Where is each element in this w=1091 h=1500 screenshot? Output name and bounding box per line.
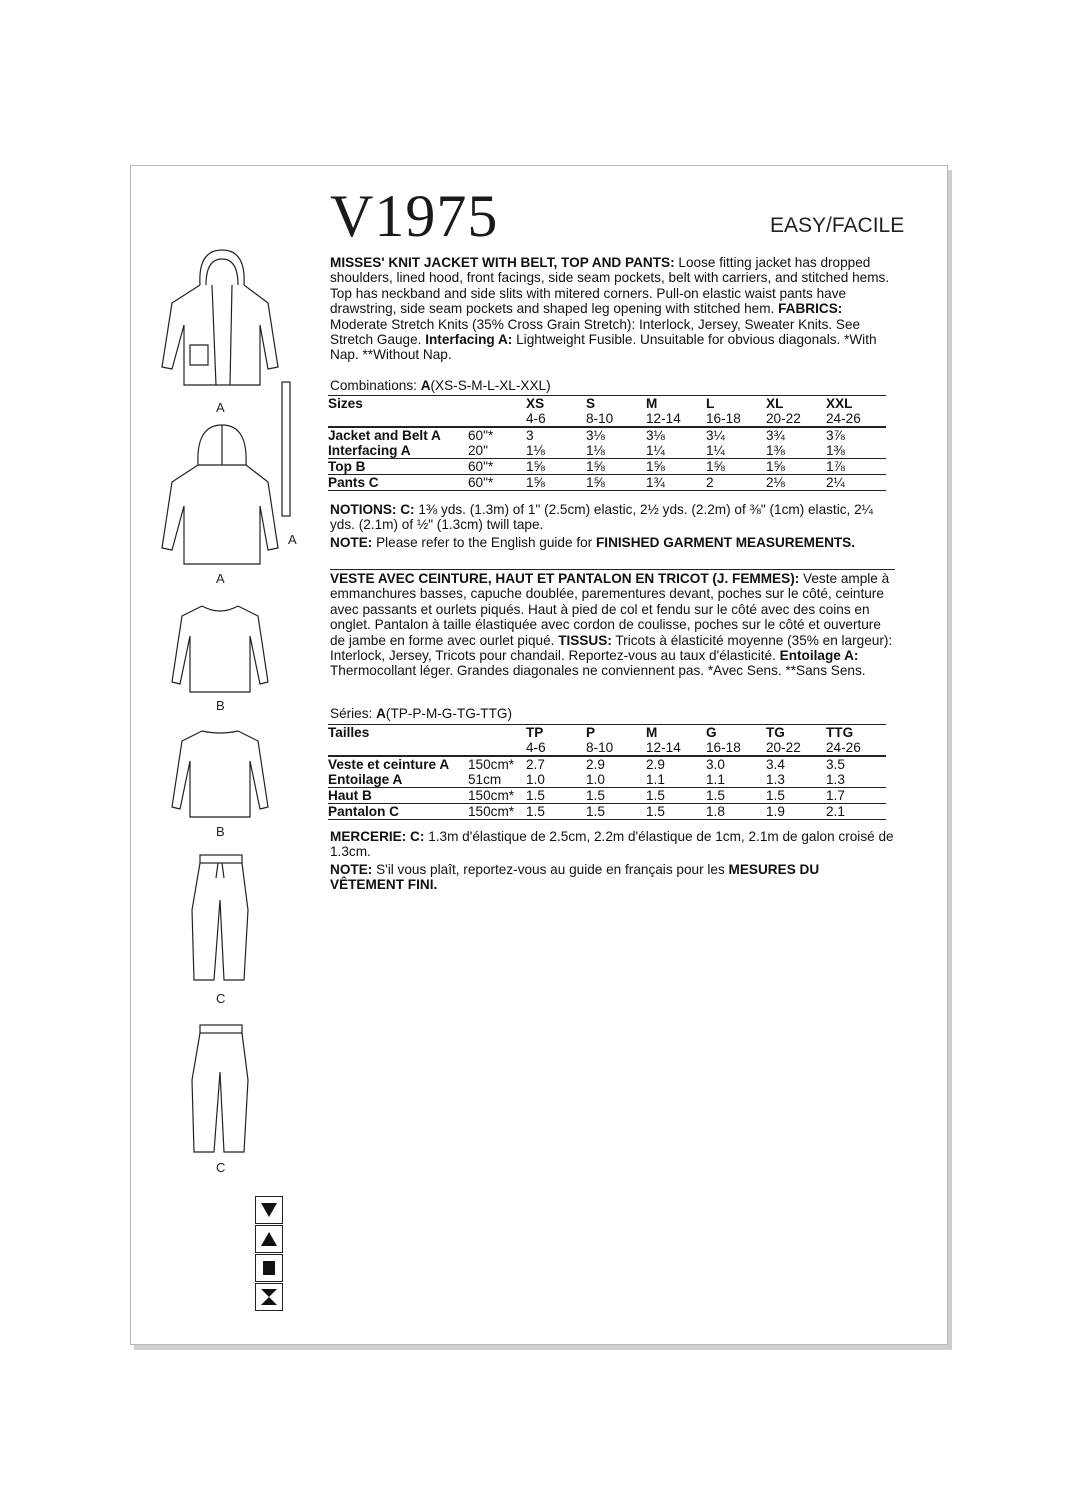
table-header-cell: L [706,396,766,412]
combinations-view: A [420,378,431,393]
table-size-cell: 4-6 [526,740,586,756]
yardage-value: 1.9 [766,804,826,820]
table-header-cell: S [586,396,646,412]
table-header-cell: XS [526,396,586,412]
table-size-cell: 20-22 [766,411,826,427]
fabric-width: 51cm [468,772,502,787]
pattern-number: V1975 [330,183,499,249]
row-label: Top B [328,459,468,475]
figure-label-b: B [216,698,225,713]
yardage-value: 1.5 [646,804,706,820]
english-note [330,535,895,550]
yardage-value: 1⅝ [526,459,586,475]
table-header-cell: Sizes [328,396,468,412]
table-size-cell [328,740,468,756]
table-header-cell: P [586,725,646,741]
yardage-value: 2.9 [646,757,665,772]
table-header-cell: TTG [826,725,886,741]
figure-label-a: A [216,400,225,415]
figure-label-belt: A [288,532,297,547]
note-label: NOTE: [330,535,373,550]
yardage-value: 1.5 [526,804,586,820]
yardage-value: 3⅛ [646,428,665,443]
yardage-value: 1⅝ [586,475,646,491]
yardage-value: 1¾ [646,475,706,491]
table-header-cell: G [706,725,766,741]
table-size-cell [328,411,468,427]
yardage-value: 1⅜ [826,443,845,458]
table-size-cell: 12-14 [646,740,706,756]
english-description [330,255,895,363]
yardage-value: 3⅛ [586,428,605,443]
table-row [328,772,886,788]
yardage-value: 1.3 [766,772,785,787]
fabric-width: 20" [468,443,488,458]
yardage-value: 3¾ [766,428,785,443]
french-yardage-table [328,724,886,820]
jacket-back-drawing [150,420,290,570]
difficulty-label: EASY/FACILE [770,214,905,237]
yardage-value: 1.5 [706,788,766,804]
note-text: Please refer to the English guide for [376,535,593,550]
french-note [330,862,895,893]
pants-front-drawing [180,850,260,990]
english-description-title: MISSES' KNIT JACKET WITH BELT, TOP AND PANTS: [330,255,675,270]
jacket-front-drawing [150,245,290,395]
yardage-value: 2⅛ [766,475,826,491]
mercerie-text: 1.3m d'élastique de 2.5cm, 2.2m d'élastique de 1cm, 2.1m de galon croisé de 1.3cm. [330,829,894,860]
combinations-label: Combinations: [330,378,417,393]
notions-label: NOTIONS: C: [330,502,415,517]
table-row [328,756,886,772]
table-size-cell [468,740,526,756]
yardage-value: 1⅜ [766,443,785,458]
fabric-symbols [255,1196,283,1312]
french-combinations [330,706,512,721]
table-header-cell: M [646,396,706,412]
fabric-width: 150cm* [468,757,515,772]
yardage-value: 1.3 [826,772,845,787]
table-row [328,788,886,804]
yardage-value: 3.0 [706,757,725,772]
fabric-width: 150cm* [468,804,526,820]
table-row [328,427,886,443]
table-header-cell: XL [766,396,826,412]
fabrics-text: Moderate Stretch Knits (35% Cross Grain Stretch): Interlock, Jersey, Sweater Knits. See Stretch Gauge. [330,316,861,348]
top-front-drawing [160,600,280,700]
table-size-cell: 12-14 [646,411,706,427]
yardage-value: 1.5 [766,788,826,804]
interfacing-text: Lightweight Fusible. Unsuitable for obvious diagonals. *With Nap. **Without Nap. [330,332,877,363]
yardage-value: 3¼ [706,428,725,443]
yardage-value: 3 [526,428,534,443]
notions-text: 1⅜ yds. (1.3m) of 1" (2.5cm) elastic, 2½ yds. (2.2m) of ⅜" (1cm) elastic, 2¼ yds. (2.1m) of ½" (1.3cm) twill tape. [330,502,873,533]
fabrics-label: FABRICS: [778,301,843,317]
yardage-value: 1⅝ [646,459,706,475]
yardage-value: 1.1 [706,772,725,787]
series-view: A [376,706,386,721]
yardage-value: 1⅛ [526,443,545,458]
entoilage-label: Entoilage A: [779,648,859,664]
mercerie-label: MERCERIE: C: [330,829,425,844]
row-label: Jacket and Belt A [328,428,441,443]
yardage-value: 1⅝ [706,459,766,475]
figure-label-c-back: C [216,1160,226,1175]
triangle-up-icon [255,1225,283,1253]
tissus-text: Tricots à élasticité moyenne (35% en largeur): Interlock, Jersey, Tricots pour chandail. Reportez-vous au taux d'élasticité. [330,632,893,664]
english-combinations [330,378,551,393]
table-size-cell: 4-6 [526,411,586,427]
yardage-value: 3⅞ [826,428,845,443]
yardage-value: 1⅞ [826,459,886,475]
row-label: Entoilage A [328,772,403,787]
table-size-cell: 20-22 [766,740,826,756]
yardage-value: 2¼ [826,475,886,491]
triangle-down-icon [255,1196,283,1224]
table-size-cell: 8-10 [586,740,646,756]
yardage-value: 1⅝ [766,459,826,475]
belt-drawing [276,378,296,520]
french-description-body: Veste ample à emmanchures basses, capuche doublée, parementures devant, poches sur le côté, ceinture avec passants et ourlets piqués. Haut à pied de col et fendu sur le côté avec des coins en onglet. Pantalon à taille élastiquée avec cordon de coulisse, poches sur le côté et ouverture de jambe en forme avec ourlet piqué. [330,571,890,648]
table-header-cell [468,725,526,741]
table-header-cell: XXL [826,396,886,412]
yardage-value: 3.5 [826,757,845,772]
fabric-width: 150cm* [468,788,526,804]
figure-label-a-back: A [216,571,225,586]
tissus-label: TISSUS: [558,632,612,648]
yardage-value: 1¼ [706,443,725,458]
table-header-cell [468,396,526,412]
yardage-value: 1.0 [526,772,545,787]
hourglass-icon [255,1283,283,1311]
french-description-title: VESTE AVEC CEINTURE, HAUT ET PANTALON EN TRICOT (J. FEMMES): [330,571,800,586]
row-label: Pantalon C [328,804,468,820]
french-notions [330,829,895,860]
yardage-value: 1.7 [826,788,886,804]
yardage-value: 3.4 [766,757,785,772]
yardage-value: 1.0 [586,772,605,787]
note-fr-text: S'il vous plaît, reportez-vous au guide en français pour les [376,862,725,877]
combinations-sizes: (XS-S-M-L-XL-XXL) [430,378,551,393]
table-size-cell: 24-26 [826,740,886,756]
figure-label-c: C [216,991,226,1006]
yardage-value: 2 [706,475,766,491]
yardage-value: 1⅛ [586,443,605,458]
figure-label-b-back: B [216,824,225,839]
yardage-value: 1.5 [646,788,706,804]
series-sizes: (TP-P-M-G-TG-TTG) [385,706,513,721]
note-bold: FINISHED GARMENT MEASUREMENTS. [595,535,856,550]
table-size-cell: 24-26 [826,411,886,427]
table-size-cell: 16-18 [706,740,766,756]
yardage-value: 1¼ [646,443,665,458]
yardage-value: 1.8 [706,804,766,820]
table-row [328,475,886,491]
table-size-cell: 8-10 [586,411,646,427]
fabric-width: 60"* [468,428,494,443]
table-header-cell: TP [526,725,586,741]
table-row [328,443,886,459]
top-back-drawing [160,725,280,825]
table-header-cell: Tailles [328,725,468,741]
fabric-width: 60"* [468,475,526,491]
square-icon [255,1254,283,1282]
row-label: Pants C [328,475,468,491]
fabric-width: 60"* [468,459,526,475]
yardage-value: 2.1 [826,804,886,820]
entoilage-text: Thermocollant léger. Grandes diagonales ne conviennent pas. *Avec Sens. **Sans Sens. [330,663,866,679]
series-label: Séries: [330,706,373,721]
interfacing-label: Interfacing A: [425,332,513,348]
yardage-value: 1⅝ [526,475,586,491]
table-row [328,804,886,820]
yardage-value: 1.1 [646,772,665,787]
table-size-cell: 16-18 [706,411,766,427]
table-header-cell: M [646,725,706,741]
yardage-value: 1.5 [586,788,646,804]
yardage-value: 1.5 [586,804,646,820]
yardage-value: 1⅝ [586,459,646,475]
yardage-value: 2.7 [526,757,545,772]
note-fr-bold: MESURES DU VÊTEMENT FINI. [330,862,820,893]
table-row [328,459,886,475]
english-yardage-table [328,395,886,491]
english-notions [330,502,895,533]
table-header-cell: TG [766,725,826,741]
yardage-value: 2.9 [586,757,605,772]
yardage-value: 1.5 [526,788,586,804]
english-description-body: Loose fitting jacket has dropped shoulders, lined hood, front facings, side seam pockets, belt with carriers, and stitched hems. Top has neckband and side slits with mitered corners. Pull-on elastic waist pants have drawstring, side seam pockets and shaped leg opening with stitched hem. [330,255,890,317]
table-size-cell [468,411,526,427]
row-label: Veste et ceinture A [328,757,450,772]
pants-back-drawing [180,1020,260,1160]
french-description [330,569,895,679]
row-label: Haut B [328,788,468,804]
note-fr-label: NOTE: [330,862,373,877]
row-label: Interfacing A [328,443,411,458]
